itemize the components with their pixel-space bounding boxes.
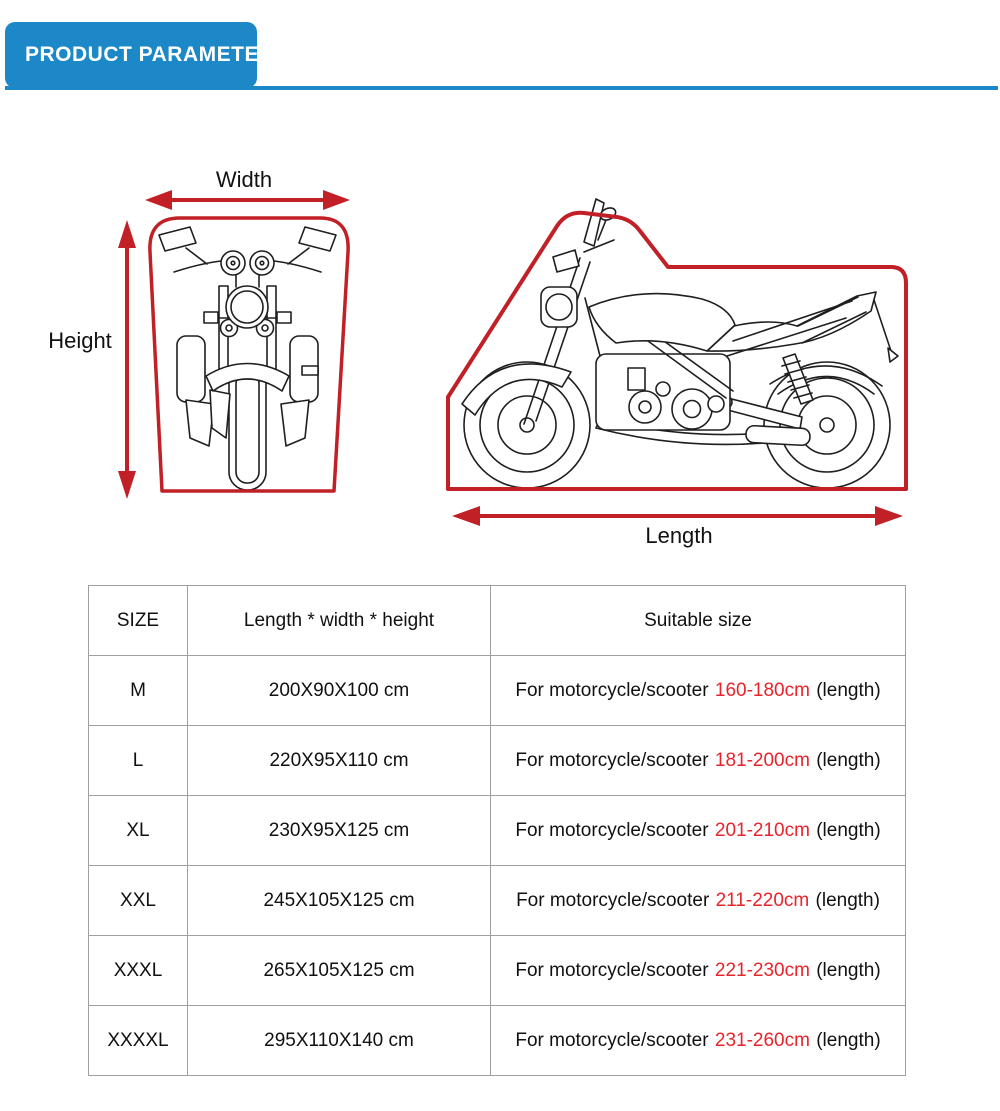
header-suitable: Suitable size [491, 586, 906, 656]
size-cell: XL [89, 796, 188, 866]
side-view-motorcycle [462, 199, 898, 488]
table-header-row [89, 586, 906, 656]
suitable-prefix: For motorcycle/scooter [515, 959, 709, 981]
suitable-prefix: For motorcycle/scooter [515, 679, 709, 701]
dims-cell: 295X110X140 cm [188, 1006, 491, 1076]
suitable-suffix: (length) [816, 679, 881, 701]
table-row [89, 796, 906, 866]
suitable-cell [491, 1006, 906, 1076]
length-arrow-left [452, 506, 480, 526]
table-row [89, 656, 906, 726]
cover-size-diagram [0, 140, 1000, 570]
suitable-cell [491, 936, 906, 1006]
page-title: PRODUCT PARAMETERS [25, 43, 290, 66]
header-dimensions: Length * width * height [188, 586, 491, 656]
suitable-cell [491, 796, 906, 866]
length-dimension [452, 506, 903, 548]
suitable-range: 211-220cm [715, 889, 810, 911]
height-arrow-bottom [118, 471, 136, 499]
suitable-prefix: For motorcycle/scooter [515, 819, 709, 841]
width-arrow-right [323, 190, 350, 210]
suitable-range: 181-200cm [714, 749, 810, 771]
header-size: SIZE [89, 586, 188, 656]
table-row [89, 726, 906, 796]
suitable-cell [491, 656, 906, 726]
suitable-range: 221-230cm [714, 959, 810, 981]
suitable-range: 160-180cm [714, 679, 810, 701]
suitable-cell [491, 726, 906, 796]
suitable-cell [491, 866, 906, 936]
title-banner [5, 22, 290, 88]
suitable-suffix: (length) [816, 819, 881, 841]
suitable-suffix: (length) [816, 1029, 881, 1051]
size-cell: L [89, 726, 188, 796]
height-label: Height [48, 328, 112, 353]
width-label: Width [215, 167, 273, 192]
length-arrow-right [875, 506, 903, 526]
height-dimension [48, 220, 136, 499]
side-view-diagram [448, 199, 906, 489]
size-cell: XXXL [89, 936, 188, 1006]
size-cell: M [89, 656, 188, 726]
suitable-range: 231-260cm [714, 1029, 810, 1051]
front-view-diagram [150, 218, 348, 491]
front-view-motorcycle [159, 227, 336, 490]
dims-cell: 230X95X125 cm [188, 796, 491, 866]
size-cell: XXL [89, 866, 188, 936]
width-arrow-left [145, 190, 172, 210]
suitable-range: 201-210cm [714, 819, 810, 841]
suitable-suffix: (length) [816, 959, 881, 981]
suitable-prefix: For motorcycle/scooter [516, 889, 710, 911]
dims-cell: 220X95X110 cm [188, 726, 491, 796]
dims-cell: 265X105X125 cm [188, 936, 491, 1006]
length-label: Length [645, 523, 713, 548]
width-dimension [145, 167, 350, 210]
table-row [89, 1006, 906, 1076]
size-cell: XXXXL [89, 1006, 188, 1076]
suitable-prefix: For motorcycle/scooter [515, 749, 709, 771]
suitable-suffix: (length) [815, 889, 880, 911]
suitable-prefix: For motorcycle/scooter [515, 1029, 709, 1051]
dims-cell: 245X105X125 cm [188, 866, 491, 936]
table-row [89, 936, 906, 1006]
suitable-suffix: (length) [816, 749, 881, 771]
size-table [88, 585, 906, 1076]
height-arrow-top [118, 220, 136, 248]
dims-cell: 200X90X100 cm [188, 656, 491, 726]
table-row [89, 866, 906, 936]
